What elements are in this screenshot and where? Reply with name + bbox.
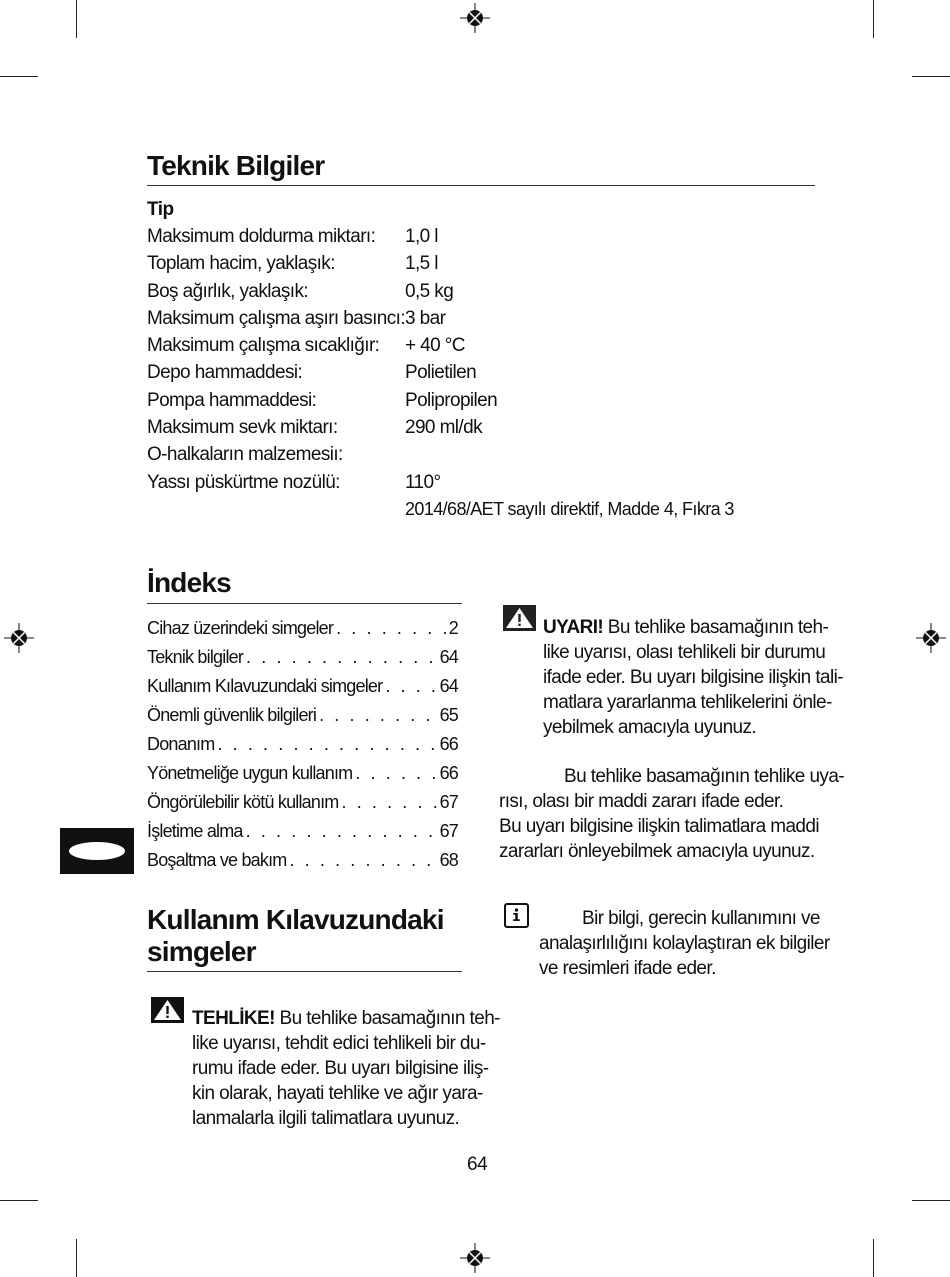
table-row — [147, 414, 807, 441]
row-label: Depo hammaddesi: — [147, 362, 303, 384]
symbols-title-line2: simgeler — [147, 936, 256, 967]
danger-line: Bu tehlike basamağının teh- — [279, 1008, 500, 1029]
table-row — [147, 441, 807, 468]
row-value: 110° — [405, 471, 441, 493]
danger-line: lanmalarla ilgili talimatlara uyunuz. — [192, 1108, 460, 1129]
index-item-label: Önemli güvenlik bilgileri — [147, 705, 317, 725]
row-label: Maksimum sevk miktarı: — [147, 417, 338, 439]
crop-mark — [76, 0, 77, 38]
notice-line: Bu tehlike basamağının tehlike uya- — [564, 766, 845, 787]
info-line: ve resimleri ifade eder. — [539, 958, 716, 979]
leader-dots — [246, 817, 437, 846]
index-item-page: 68 — [439, 850, 458, 870]
crop-mark — [873, 0, 874, 38]
index-item-label: İşletime alma — [147, 821, 243, 841]
row-value: Polipropilen — [405, 389, 498, 411]
index-item-label: Teknik bilgiler — [147, 647, 244, 667]
index-item-page: 64 — [439, 676, 458, 696]
row-label: Maksimum doldurma miktarı: — [147, 226, 376, 247]
warning-triangle-icon — [503, 605, 536, 631]
row-value: 0,5 kg — [405, 280, 454, 302]
row-label: Maksimum çalışma aşırı basıncı: — [147, 307, 406, 329]
index-item-page: 67 — [439, 792, 458, 812]
row-label: Toplam hacim, yaklaşık: — [147, 253, 335, 275]
index-item-label: Kullanım Kılavuzundaki simgeler — [147, 676, 383, 696]
registration-mark-icon — [916, 623, 946, 653]
table-row — [147, 305, 807, 332]
registration-mark-icon — [460, 1243, 490, 1273]
warning-line: matlara yararlanma tehlikelerini önle- — [543, 692, 832, 713]
language-oval-icon — [69, 842, 125, 860]
info-line: analaşırlılığını kolaylaştıran ek bilgiler — [539, 933, 830, 954]
index-item-label: Yönetmeliğe uygun kullanım — [147, 763, 353, 783]
technical-title: Teknik Bilgiler — [147, 150, 325, 181]
index-item[interactable] — [147, 730, 458, 759]
index-item-page: 66 — [439, 763, 458, 783]
info-line: Bir bilgi, gerecin kullanımını ve — [582, 908, 820, 929]
crop-mark — [0, 1200, 38, 1201]
language-tab-marker — [60, 828, 134, 874]
notice-line: rısı, olası bir maddi zararı ifade eder. — [499, 791, 784, 812]
notice-line: Bu uyarı bilgisine ilişkin talimatlara maddi — [499, 816, 819, 837]
index-item[interactable] — [147, 817, 458, 846]
danger-text — [192, 1006, 500, 1131]
title-rule — [147, 603, 462, 604]
row-value: 1,5 l — [405, 253, 438, 275]
table-row — [147, 278, 807, 305]
leader-dots — [289, 846, 436, 875]
index-item-label: Donanım — [147, 734, 215, 754]
warning-line: Bu tehlike basamağının teh- — [607, 617, 829, 638]
index-item-label: Öngörülebilir kötü kullanım — [147, 792, 339, 812]
warning-line: ifade eder. Bu uyarı bilgisine ilişkin tali- — [543, 667, 843, 688]
warning-line: like uyarısı, olası tehlikeli bir durumu — [543, 642, 826, 663]
index-item[interactable] — [147, 759, 458, 788]
notice-text — [499, 764, 845, 864]
index-item[interactable] — [147, 672, 458, 701]
row-value: Polietilen — [405, 362, 477, 384]
title-rule — [147, 185, 815, 186]
row-label: Yassı püskürtme nozülü: — [147, 471, 340, 493]
table-row — [147, 223, 807, 250]
row-label: Boş ağırlık, yaklaşık: — [147, 280, 309, 302]
index-list — [147, 614, 458, 875]
index-item[interactable] — [147, 701, 458, 730]
index-item[interactable] — [147, 846, 458, 875]
leader-dots — [336, 614, 446, 643]
row-label: O-halkaların malzemesiı: — [147, 444, 343, 466]
directive-note: 2014/68/AET sayılı direktif, Madde 4, Fıkra 3 — [405, 498, 734, 519]
registration-mark-icon — [4, 623, 34, 653]
crop-mark — [912, 76, 950, 77]
danger-line: rumu ifade eder. Bu uyarı bilgisine iliş- — [192, 1058, 489, 1079]
crop-mark — [912, 1200, 950, 1201]
table-row — [147, 332, 807, 359]
leader-dots — [319, 701, 436, 730]
row-value: 1,0 l — [405, 226, 438, 247]
leader-dots — [385, 672, 436, 701]
notice-line: zararları önleyebilmek amacıyla uyunuz. — [499, 841, 815, 862]
danger-keyword: TEHLİKE! — [192, 1008, 275, 1029]
registration-mark-icon — [460, 3, 490, 33]
symbols-title-line1: Kullanım Kılavuzundaki — [147, 904, 444, 935]
index-item-label: Cihaz üzerindeki simgeler — [147, 618, 334, 638]
index-item[interactable] — [147, 788, 458, 817]
index-item-page: 64 — [439, 647, 458, 667]
row-label: Maksimum çalışma sıcaklığır: — [147, 335, 380, 357]
leader-dots — [217, 730, 436, 759]
crop-mark — [76, 1239, 77, 1277]
type-label: Tip — [147, 199, 174, 220]
row-label: Pompa hammaddesi: — [147, 389, 317, 411]
danger-warning-triangle-icon — [151, 997, 184, 1023]
page-number: 64 — [467, 1154, 488, 1175]
row-value: + 40 °C — [405, 335, 465, 357]
danger-line: like uyarısı, tehdit edici tehlikeli bir du- — [192, 1033, 486, 1054]
index-item[interactable] — [147, 614, 458, 643]
technical-table — [147, 196, 807, 522]
table-row — [147, 469, 807, 496]
warning-text — [543, 615, 843, 740]
leader-dots — [355, 759, 436, 788]
index-item-page: 67 — [439, 821, 458, 841]
index-item-page: 65 — [439, 705, 458, 725]
index-item-label: Boşaltma ve bakım — [147, 850, 287, 870]
index-item[interactable] — [147, 643, 458, 672]
title-rule — [147, 971, 462, 972]
index-item-page: 66 — [439, 734, 458, 754]
leader-dots — [246, 643, 437, 672]
info-text — [539, 906, 830, 981]
index-item-page: 2 — [448, 618, 458, 638]
info-icon — [504, 903, 529, 928]
table-row — [147, 387, 807, 414]
table-row — [147, 250, 807, 277]
danger-line: kin olarak, hayati tehlike ve ağır yara- — [192, 1083, 483, 1104]
leader-dots — [342, 788, 437, 817]
row-value: 3 bar — [405, 307, 446, 329]
crop-mark — [873, 1239, 874, 1277]
crop-mark — [0, 76, 38, 77]
warning-keyword: UYARI! — [543, 617, 604, 638]
table-row — [147, 359, 807, 386]
row-value: 290 ml/dk — [405, 417, 482, 439]
index-title: İndeks — [147, 567, 231, 598]
warning-line: yebilmek amacıyla uyunuz. — [543, 717, 757, 738]
